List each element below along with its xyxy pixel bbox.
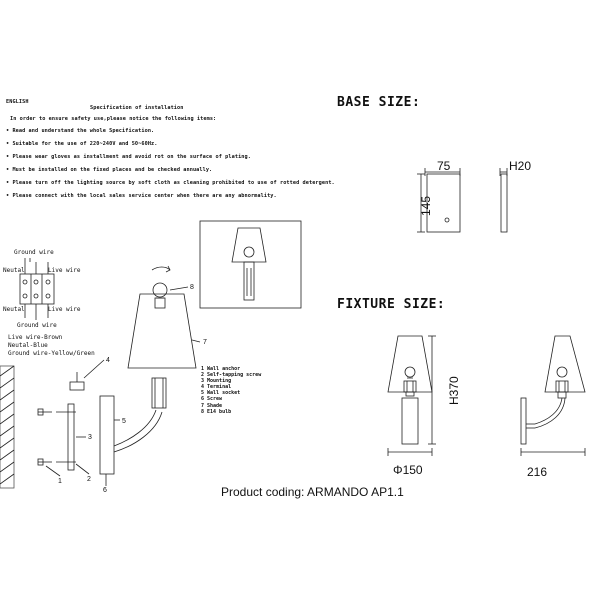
base-height-label: 145 xyxy=(419,195,433,216)
base-depth-label: H20 xyxy=(509,159,532,173)
wire-color-neutal: Neutal-Blue xyxy=(8,342,48,349)
terminal-block-drawing xyxy=(20,258,54,320)
legend-item: 6 Screw xyxy=(201,396,223,403)
fixture-projection-label: 216 xyxy=(527,465,548,479)
spec-line-1: • Read and understand the whole Specification. xyxy=(6,128,155,134)
exploded-lamp-drawing xyxy=(114,266,200,452)
wire-live-top: Live wire xyxy=(48,267,81,274)
fixture-side-drawing xyxy=(521,336,585,456)
legend-item: 8 E14 bulb xyxy=(201,408,232,415)
legend-item: 5 Wall socket xyxy=(201,390,241,397)
legend-item: 1 Wall anchor xyxy=(201,366,241,372)
spec-line-4: • Must be installed on the fixed places and be checked annually. xyxy=(6,167,213,173)
spec-line-5: • Please turn off the lighting source by soft cloth as cleaning prohibited to use of rotted detergent. xyxy=(6,180,335,186)
callout-2: 2 xyxy=(87,476,91,483)
callout-4: 4 xyxy=(106,357,110,364)
base-width-label: 75 xyxy=(437,159,451,173)
legend-item: 3 Mounting xyxy=(201,378,232,385)
callout-5: 5 xyxy=(122,418,126,425)
callout-6: 6 xyxy=(103,487,107,494)
spec-line-2: • Suitable for the use of 220~240V and 50~60Hz. xyxy=(6,141,158,147)
wire-color-ground: Ground wire-Yellow/Green xyxy=(8,350,95,357)
legend-item: 2 Self-tapping screw xyxy=(201,372,262,379)
wall-hatching xyxy=(0,366,14,488)
legend-item: 4 Terminal xyxy=(201,384,232,391)
spec-language: ENGLISH xyxy=(6,99,29,105)
spec-line-6: • Please connect with the local sales service center when there are any abnormality. xyxy=(6,193,277,199)
wire-ground-top: Ground wire xyxy=(14,249,54,256)
spec-line-3: • Please wear gloves as installment and avoid rot on the surface of plating. xyxy=(6,154,251,160)
mounting-assembly-drawing xyxy=(38,360,120,486)
callout-8: 8 xyxy=(190,284,194,291)
base-size-header: BASE SIZE: xyxy=(337,95,421,110)
wire-ground-bottom: Ground wire xyxy=(17,322,57,329)
wire-neutal-top: Neutal xyxy=(3,267,25,274)
spec-title: Specification of installation xyxy=(90,105,184,111)
fixture-height-label: H370 xyxy=(447,376,461,405)
legend-item: 7 Shade xyxy=(201,402,223,409)
wire-live-bottom: Live wire xyxy=(48,306,81,313)
spec-line-intro: In order to ensure safety use,please notice the following items: xyxy=(10,116,217,122)
wire-color-live: Live wire-Brown xyxy=(8,334,63,341)
fixture-diameter-label: Φ150 xyxy=(393,463,423,477)
callout-1: 1 xyxy=(58,478,62,485)
wire-neutal-bottom: Neutal xyxy=(3,306,25,313)
callout-3: 3 xyxy=(88,434,92,441)
product-coding: Product coding: ARMANDO AP1.1 xyxy=(221,485,404,499)
fixture-size-header: FIXTURE SIZE: xyxy=(337,297,446,312)
callout-7: 7 xyxy=(203,339,207,346)
detail-inset xyxy=(200,221,301,308)
base-drawing xyxy=(417,168,507,232)
fixture-front-drawing xyxy=(388,336,436,456)
